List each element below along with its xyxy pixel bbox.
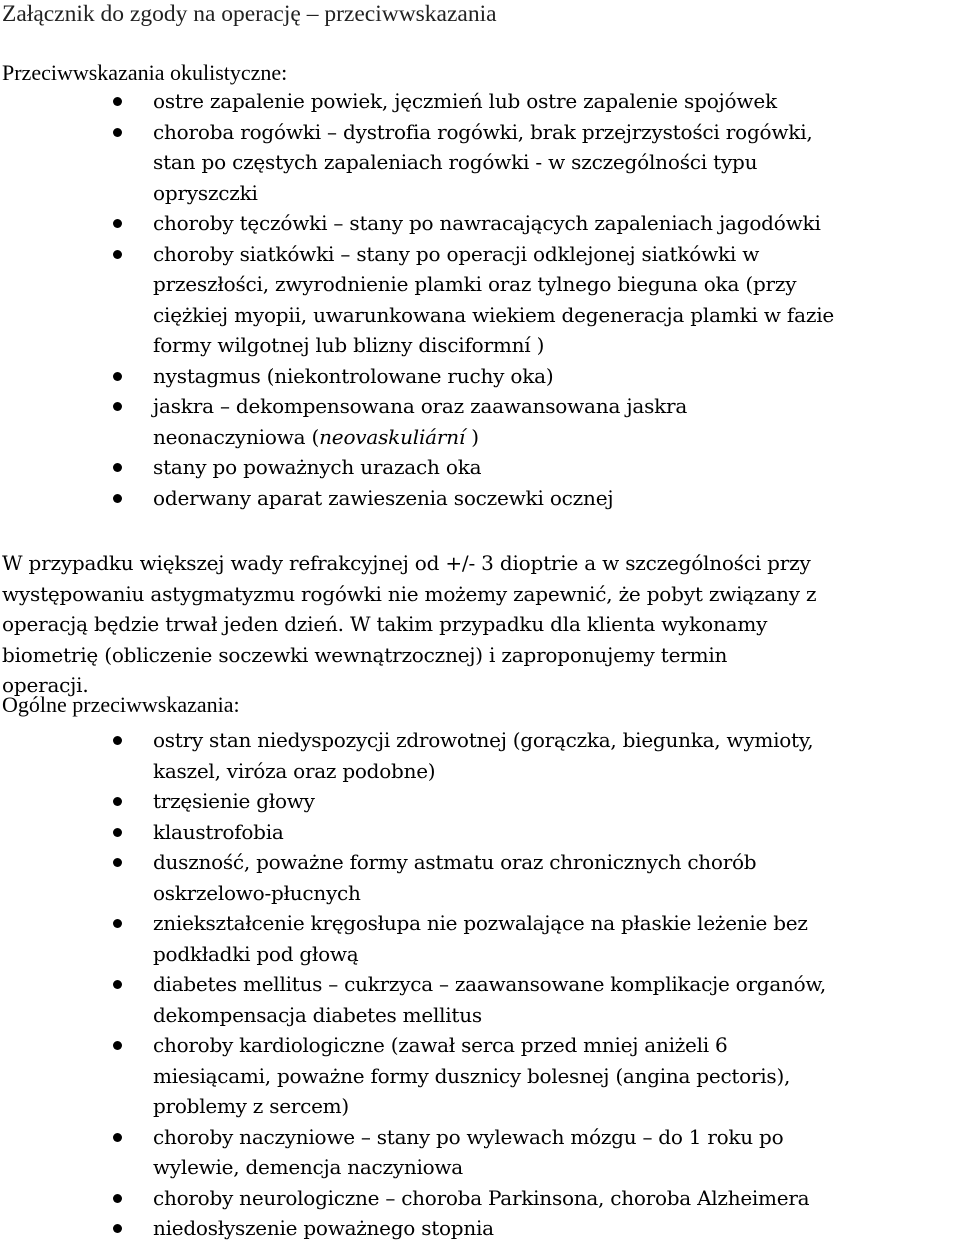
paragraph-line: operacji. — [2, 673, 89, 697]
list-item — [0, 483, 960, 514]
list-item-text: dekompensacja diabetes mellitus — [153, 1002, 482, 1027]
list-item — [0, 817, 960, 848]
bullet-icon — [113, 980, 122, 989]
bullet-icon — [113, 128, 122, 137]
list-item-text: choroba rogówki – dystrofia rogówki, brak przejrzystości rogówki, — [153, 119, 813, 144]
ocular-section-heading: Przeciwwskazania okulistyczne: — [2, 60, 288, 85]
list-item — [0, 208, 960, 239]
paragraph-line: biometrię (obliczenie soczewki wewnątrzocznej) i zaproponujemy termin — [2, 642, 728, 667]
list-item — [0, 452, 960, 483]
list-item — [0, 786, 960, 817]
list-item-text: jaskra – dekompensowana oraz zaawansowana jaskra — [153, 394, 688, 418]
list-item — [0, 1030, 960, 1122]
bullet-icon — [113, 736, 122, 745]
list-item — [0, 1213, 960, 1244]
bullet-icon — [113, 372, 122, 381]
list-item-text: ostry stan niedyspozycji zdrowotnej (gorączka, biegunka, wymioty, — [153, 728, 814, 752]
list-item-text: stany po poważnych urazach oka — [153, 455, 482, 479]
bullet-icon — [113, 797, 122, 806]
bullet-icon — [113, 250, 122, 259]
general-contraindications-list — [0, 725, 960, 1244]
bullet-icon — [113, 828, 122, 837]
list-item-text: choroby siatkówki – stany po operacji odklejonej siatkówki w — [153, 241, 760, 266]
list-item-text: choroby tęczówki – stany po nawracających zapaleniach jagodówki — [153, 211, 821, 235]
list-item-text: trzęsienie głowy — [153, 789, 315, 813]
list-item — [0, 117, 960, 209]
list-item-text: kaszel, viróza oraz podobne) — [153, 758, 436, 783]
refraction-note-paragraph — [2, 548, 958, 701]
bullet-icon — [113, 463, 122, 472]
list-item-text: choroby naczyniowe – stany po wylewach mózgu – do 1 roku po — [153, 1124, 784, 1149]
list-item-text: niedosłyszenie poważnego stopnia — [153, 1216, 494, 1240]
italic-term: neovaskuliární — [319, 424, 466, 449]
bullet-icon — [113, 919, 122, 928]
bullet-icon — [113, 402, 122, 411]
bullet-icon — [113, 1194, 122, 1203]
list-item-text: zniekształcenie kręgosłupa nie pozwalające na płaskie leżenie bez — [153, 911, 808, 935]
general-section-heading: Ogólne przeciwwskazania: — [2, 692, 240, 717]
document-title: Załącznik do zgody na operację – przeciwwskazania — [2, 1, 497, 27]
list-item-text: przeszłości, zwyrodnienie plamki oraz tylnego bieguna oka (przy — [153, 272, 797, 296]
bullet-icon — [113, 1133, 122, 1142]
list-item-text: formy wilgotnej lub blizny disciformní ) — [153, 333, 545, 357]
list-item-text: ostre zapalenie powiek, jęczmień lub ostre zapalenie spojówek — [153, 89, 777, 113]
list-item — [0, 391, 960, 452]
bullet-icon — [113, 1041, 122, 1050]
list-item-text: podkładki pod głową — [153, 941, 359, 966]
list-item — [0, 1183, 960, 1214]
list-item-text: klaustrofobia — [153, 819, 284, 844]
list-item-text: stan po częstych zapaleniach rogówki - w szczególności typu — [153, 150, 758, 174]
list-item — [0, 969, 960, 1030]
bullet-icon — [113, 858, 122, 867]
list-item — [0, 86, 960, 117]
list-item-text: ciężkiej myopii, uwarunkowana wiekiem degeneracja plamki w fazie — [153, 302, 835, 327]
paragraph-line: występowaniu astygmatyzmu rogówki nie możemy zapewnić, że pobyt związany z — [2, 581, 817, 606]
list-item-text: oskrzelowo-płucnych — [153, 880, 361, 905]
list-item-text: opryszczki — [153, 180, 258, 205]
list-item-text: choroby kardiologiczne (zawał serca przed mniej aniżeli 6 — [153, 1033, 728, 1057]
list-item-text: miesiącami, poważne formy duszniсy bolesnej (angina pectoris), — [153, 1063, 791, 1088]
list-item — [0, 1122, 960, 1183]
list-item-text: nystagmus (niekontrolowane ruchy oka) — [153, 363, 554, 388]
list-item-text: oderwany aparat zawieszenia soczewki ocznej — [153, 485, 614, 510]
bullet-icon — [113, 219, 122, 228]
list-item — [0, 908, 960, 969]
bullet-icon — [113, 97, 122, 106]
list-item-text: neonaczyniowa (neovaskuliární ) — [153, 424, 479, 449]
list-item-text: diabetes mellitus – cukrzyca – zaawansowane komplikacje organów, — [153, 972, 827, 996]
paragraph-line: operacją będzie trwał jeden dzień. W takim przypadku dla klienta wykonamy — [2, 612, 768, 636]
list-item — [0, 239, 960, 361]
bullet-icon — [113, 494, 122, 503]
bullet-icon — [113, 1224, 122, 1233]
list-item-text: wylewie, demencja naczyniowa — [153, 1155, 463, 1179]
list-item — [0, 361, 960, 392]
ocular-contraindications-list — [0, 86, 960, 513]
list-item-text: duszność, poważne formy astmatu oraz chronicznych chorób — [153, 850, 757, 874]
paragraph-line: W przypadku większej wady refrakcyjnej od +/- 3 dioptrie a w szczególności przy — [2, 551, 811, 575]
list-item — [0, 725, 960, 786]
list-item-text: problemy z sercem) — [153, 1094, 349, 1118]
list-item — [0, 847, 960, 908]
list-item-text: choroby neurologiczne – choroba Parkinsona, choroba Alzheimera — [153, 1185, 810, 1210]
